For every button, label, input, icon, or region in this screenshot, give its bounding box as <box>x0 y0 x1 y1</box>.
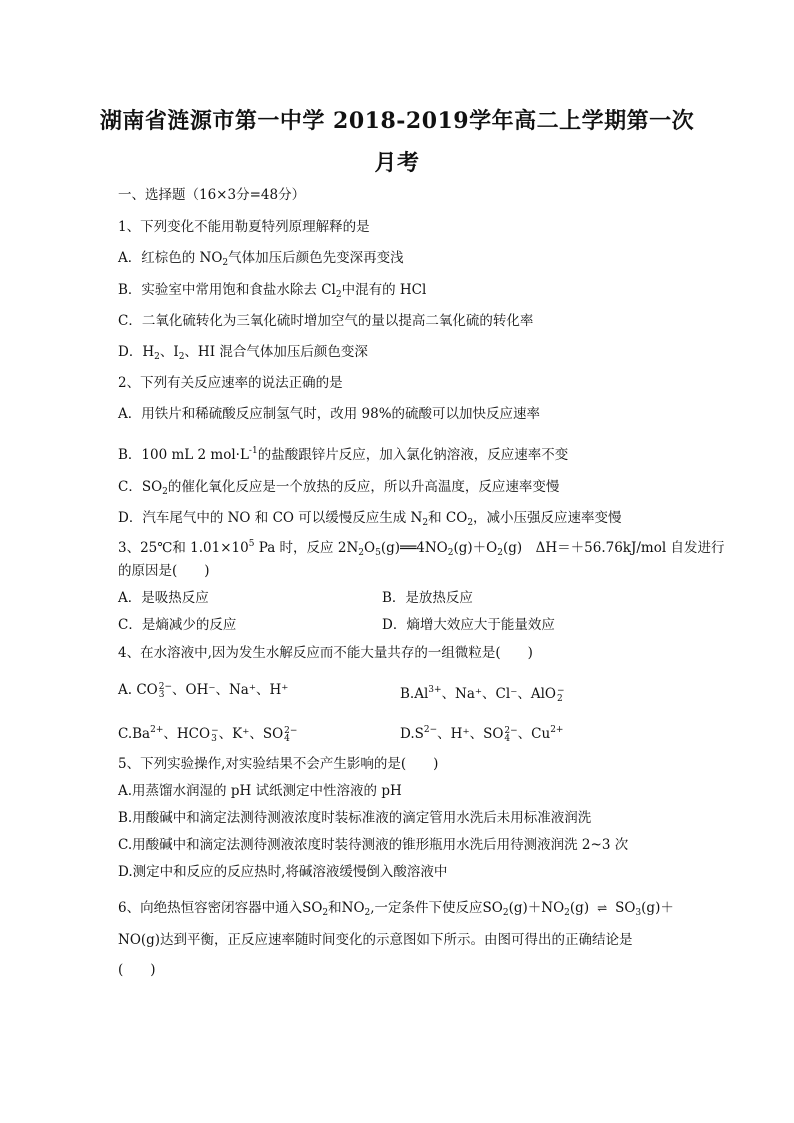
q2-option-c: C．$SO_2$的催化氧化反应是一个放热的反应，所以升高温度，反应速率变慢 <box>118 479 560 497</box>
question-6-stem: 6、向绝热恒容密闭容器中通入$SO_2$和$NO_2$,一定条件下使反应$SO_2(g)+NO_2(g)$ ⇌ $SO_3(g)+$ <box>118 900 674 918</box>
q5-option-b: B.用酸碱中和滴定法测待测液浓度时装标准液的滴定管用水洗后未用标准液润洗 <box>118 810 592 826</box>
q5-option-d: D.测定中和反应的反应热时,将碱溶液缓慢倒入酸溶液中 <box>118 864 448 880</box>
q4-option-a: A. CO 2− 3 、OH⁻、Na⁺、H⁺ <box>118 681 289 700</box>
q1-option-d: D．$H_2$、$I_2$、HI 混合气体加压后颜色变深 <box>118 344 368 362</box>
question-3-stem: 3、25℃和 $1.01\times 10^5$ Pa 时，反应 $2N_2O_5(g)══4NO_2(g)+O_2(g)$ ΔH＝＋56.76kJ/mol 自发进行 <box>118 539 725 558</box>
q1-option-c: C．二氧化硫转化为三氧化硫时增加空气的量以提高二氧化硫的转化率 <box>118 313 534 329</box>
question-1-stem: 1、下列变化不能用勒夏特列原理解释的是 <box>118 219 370 235</box>
q2-option-a: A．用铁片和稀硫酸反应制氢气时，改用 98%的硫酸可以加快反应速率 <box>118 406 541 422</box>
q2-option-b: B．100 mL 2 $mol\cdot L^{-1}$的盐酸跟锌片反应，加入氯化钠溶液，反应速率不变 <box>118 446 569 463</box>
q2-option-d: D．汽车尾气中的 NO 和 CO 可以缓慢反应生成 $N_2$和 $CO_2$，减小压强反应速率变慢 <box>118 510 622 528</box>
q1-option-b: B．实验室中常用饱和食盐水除去 $Cl_2$中混有的 HCl <box>118 282 427 300</box>
question-5-stem: 5、下列实验操作,对实验结果不会产生影响的是( ) <box>118 756 439 772</box>
question-4-stem: 4、在水溶液中,因为发生水解反应而不能大量共存的一组微粒是( ) <box>118 645 533 661</box>
q3-option-d: D．熵增大效应大于能量效应 <box>382 617 555 633</box>
q5-option-a: A.用蒸馏水润湿的 pH 试纸测定中性溶液的 pH <box>118 783 402 799</box>
question-6-stem-end: ( ) <box>118 962 156 978</box>
q3-option-a: A．是吸热反应 <box>118 590 209 606</box>
q3-option-c: C．是熵减少的反应 <box>118 617 237 633</box>
q4-option-c: $C.Ba^{2+}$、HCO − 3 、K⁺、SO 2− 4 <box>118 725 298 744</box>
question-3-stem-cont: 的原因是( ) <box>118 563 210 579</box>
question-2-stem: 2、下列有关反应速率的说法正确的是 <box>118 375 343 391</box>
question-6-stem-cont: NO(g)达到平衡，正反应速率随时间变化的示意图如下所示。由图可得出的正确结论是 <box>118 932 633 948</box>
q3-option-b: B．是放热反应 <box>382 590 473 606</box>
page-title-cont: 月考 <box>374 150 420 176</box>
equilibrium-arrow-icon: ⇌ <box>597 901 608 915</box>
section-heading: 一、选择题（16×3分=48分） <box>118 187 306 203</box>
q4-option-b: $B.Al^{3+}$、Na⁺、Cl⁻、AlO − 2 <box>400 685 565 704</box>
q5-option-c: C.用酸碱中和滴定法测待测液浓度时装待测液的锥形瓶用水洗后用待测液润洗 2~3 次 <box>118 837 629 853</box>
page-title: 湖南省涟源市第一中学 2018-2019学年高二上学期第一次 <box>99 108 695 134</box>
q4-option-d: $D.S^{2-}$、H⁺、SO 2− 4 、$Cu^{2+}$ <box>400 725 564 744</box>
q1-option-a: A．红棕色的 $NO_2$气体加压后颜色先变深再变浅 <box>118 250 404 268</box>
